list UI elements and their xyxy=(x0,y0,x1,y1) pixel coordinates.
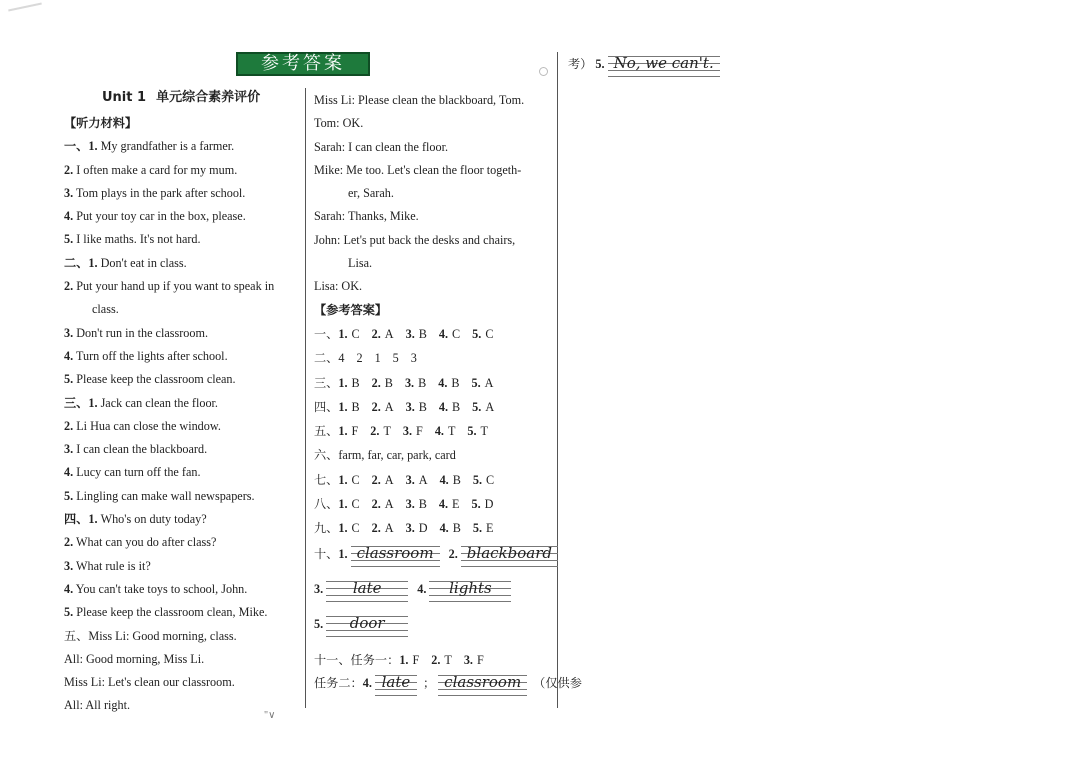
item-text: All: All right. xyxy=(64,698,131,713)
separator: ； xyxy=(422,675,436,690)
section-label: 五、 xyxy=(314,424,339,439)
task-2-label: 任务二： xyxy=(314,675,363,690)
answer-item xyxy=(338,516,359,540)
answer-item xyxy=(440,468,461,492)
answer-row xyxy=(314,468,554,492)
answer-number: 5. xyxy=(472,472,482,487)
listening-line xyxy=(64,625,300,648)
section-11-label: 十一、任务一： xyxy=(314,652,400,667)
answer-value: C xyxy=(351,472,360,487)
item-text: Don't eat in class. xyxy=(97,255,187,270)
answer-item xyxy=(406,516,428,540)
listening-section-tag: 【听力材料】 xyxy=(64,116,138,130)
item-text: I can clean the blackboard. xyxy=(73,442,208,457)
answer-number: 4. xyxy=(362,675,372,690)
listening-line xyxy=(64,531,300,554)
item-number: 5. xyxy=(64,605,74,620)
note-text: （仅供参 xyxy=(533,675,582,690)
answer-number: 3. xyxy=(402,424,413,439)
answer-value: T xyxy=(383,424,391,439)
answer-item xyxy=(372,516,394,540)
dialogue-line: Mike: Me too. Let's clean the floor togeth- xyxy=(314,162,522,177)
answer-item xyxy=(471,492,493,516)
listening-line xyxy=(64,252,300,275)
listening-line xyxy=(64,555,300,578)
answer-number: 3. xyxy=(405,399,415,414)
answer-number: 4. xyxy=(439,472,449,487)
answer-item xyxy=(406,322,427,346)
handwritten-answer: classroom xyxy=(438,672,527,696)
answer-number: 3. xyxy=(405,497,415,512)
handwritten-answer: classroom xyxy=(351,543,440,567)
answer-row xyxy=(314,516,554,540)
answer-number: 1. xyxy=(338,399,348,414)
answer-value: A xyxy=(384,326,394,341)
item-text: You can't take toys to school, John. xyxy=(73,581,248,596)
item-text: 五、Miss Li: Good morning, class. xyxy=(64,628,237,643)
answer-value: C xyxy=(485,472,495,487)
answer-value: B xyxy=(351,375,360,390)
answer-number: 3. xyxy=(404,375,415,390)
section-10-row-2 xyxy=(314,578,554,613)
listening-lines xyxy=(64,135,300,717)
answer-number: 3. xyxy=(314,581,324,596)
answer-number: 1. xyxy=(338,497,348,512)
item-text: class. xyxy=(92,302,119,317)
item-number: 3. xyxy=(64,442,74,457)
answer-number: 5. xyxy=(471,497,481,512)
answer-item xyxy=(338,492,359,516)
answer-value: B xyxy=(418,497,427,512)
listening-line xyxy=(64,205,300,228)
answer-value: A xyxy=(384,497,394,512)
item-text: My grandfather is a farmer. xyxy=(97,139,235,154)
answer-value: A xyxy=(384,472,394,487)
continuation-row xyxy=(568,53,768,88)
answer-value: 1 xyxy=(374,351,381,366)
handwritten-answer: No, we can't. xyxy=(608,53,720,77)
answer-value: B xyxy=(451,375,460,390)
answer-value: 5 xyxy=(392,351,399,366)
answer-value: 2 xyxy=(356,351,363,366)
item-text: Please keep the classroom clean. xyxy=(73,372,236,387)
answer-number: 4. xyxy=(434,424,444,439)
answer-number: 4. xyxy=(417,581,427,596)
answer-text: farm, far, car, park, card xyxy=(338,448,456,463)
item-number: 2. xyxy=(64,535,74,550)
answer-number: 2. xyxy=(371,399,381,414)
answer-item xyxy=(403,419,423,443)
unit-heading xyxy=(102,89,300,107)
answer-value: C xyxy=(452,326,461,341)
answer-row xyxy=(314,395,554,419)
listening-line xyxy=(64,345,300,368)
item-text: I often make a card for my mum. xyxy=(73,162,238,177)
answer-value: T xyxy=(447,424,456,439)
answer-number: 1. xyxy=(338,424,348,439)
item-text: What rule is it? xyxy=(73,558,151,573)
answer-value: B xyxy=(452,472,461,487)
answer-item xyxy=(338,346,344,370)
section-10-row-1 xyxy=(314,543,554,578)
answer-item xyxy=(473,516,494,540)
answer-value: T xyxy=(444,652,452,667)
item-number: 5. xyxy=(64,488,74,503)
answer-value: C xyxy=(485,326,494,341)
answer-number: 3. xyxy=(405,326,415,341)
item-text: Miss Li: Let's clean our classroom. xyxy=(64,675,235,690)
section-10-label: 十、 xyxy=(314,546,339,561)
listening-line xyxy=(64,415,300,438)
answer-item xyxy=(372,468,394,492)
dialogue-line: Sarah: Thanks, Mike. xyxy=(314,209,419,224)
section-label: 二、 xyxy=(314,351,339,366)
answer-value: A xyxy=(418,472,428,487)
answer-row xyxy=(314,322,554,346)
section-label: 九、 xyxy=(314,521,339,536)
answer-value: C xyxy=(351,497,360,512)
answer-item xyxy=(338,419,358,443)
dialogue-line: Lisa: OK. xyxy=(314,279,363,294)
answer-item xyxy=(372,371,393,395)
listening-line xyxy=(64,228,300,251)
listening-line xyxy=(64,648,300,671)
item-number: 2. xyxy=(64,162,74,177)
section-label: 四、 xyxy=(314,399,339,414)
answer-number: 5. xyxy=(595,56,605,71)
answer-value: B xyxy=(418,326,427,341)
answer-number: 5. xyxy=(472,326,482,341)
handwritten-answer: late xyxy=(375,672,417,696)
item-text: Lingling can make wall newspapers. xyxy=(73,488,255,503)
listening-line xyxy=(64,182,300,205)
item-number: 3. xyxy=(64,185,74,200)
listening-line xyxy=(64,298,300,321)
unit-number: Unit 1 xyxy=(102,90,147,105)
answer-row xyxy=(314,371,554,395)
item-number: 2. xyxy=(64,418,74,433)
section-label: 六、 xyxy=(314,448,339,463)
column-divider-1 xyxy=(305,88,306,708)
item-number: 4. xyxy=(64,348,74,363)
listening-line xyxy=(64,485,300,508)
answer-number: 4. xyxy=(438,375,448,390)
dialogue-line: er, Sarah. xyxy=(348,186,394,201)
dialogue-line: Sarah: I can clean the floor. xyxy=(314,139,449,154)
circle-mark xyxy=(539,67,548,76)
answer-value: A xyxy=(485,399,495,414)
dialogue-line: Tom: OK. xyxy=(314,116,364,131)
answer-number: 2. xyxy=(371,326,381,341)
item-text: Turn off the lights after school. xyxy=(73,348,228,363)
section-10-row-3 xyxy=(314,613,554,648)
dialogue-line: Lisa. xyxy=(348,256,373,271)
unit-subtitle: 单元综合素养评价 xyxy=(156,90,261,105)
answer-item xyxy=(399,648,419,672)
listening-line xyxy=(64,438,300,461)
item-text: Li Hua can close the window. xyxy=(73,418,221,433)
item-number: 3. xyxy=(64,558,74,573)
continuation-prefix: 考） xyxy=(568,56,593,71)
item-text: I like maths. It's not hard. xyxy=(73,232,201,247)
answer-number: 1. xyxy=(338,521,348,536)
handwritten-answer: late xyxy=(326,578,408,602)
answer-item xyxy=(472,322,493,346)
answer-item xyxy=(439,492,460,516)
answer-item xyxy=(338,468,359,492)
listening-line xyxy=(64,368,300,391)
item-number: 4. xyxy=(64,581,74,596)
answer-number: 2. xyxy=(371,375,381,390)
answer-number: 3. xyxy=(463,652,473,667)
listening-line xyxy=(64,508,300,531)
item-text: Lucy can turn off the fan. xyxy=(73,465,201,480)
answer-number: 2. xyxy=(371,472,381,487)
answer-key-banner: 参考答案 xyxy=(236,52,370,76)
answer-item xyxy=(439,395,460,419)
answer-item xyxy=(338,371,359,395)
answer-value: B xyxy=(452,521,461,536)
answer-item xyxy=(406,492,427,516)
column-divider-2 xyxy=(557,52,558,708)
answer-row xyxy=(314,492,554,516)
item-text: Jack can clean the floor. xyxy=(97,395,218,410)
middle-column xyxy=(314,89,582,707)
item-number: 四、1. xyxy=(64,512,98,527)
item-number: 5. xyxy=(64,232,74,247)
answer-value: F xyxy=(476,652,484,667)
answer-value: 4 xyxy=(338,351,345,366)
answer-value: F xyxy=(416,424,423,439)
answer-value: B xyxy=(418,399,427,414)
section-label: 八、 xyxy=(314,497,339,512)
listening-line xyxy=(64,275,300,298)
listening-line xyxy=(64,601,300,624)
footer-mark: "∨ xyxy=(264,710,276,721)
item-number: 4. xyxy=(64,209,74,224)
item-text: Tom plays in the park after school. xyxy=(73,185,246,200)
answer-item xyxy=(372,395,394,419)
answer-number: 1. xyxy=(338,375,348,390)
answer-value: C xyxy=(351,521,360,536)
answer-number: 2. xyxy=(371,497,381,512)
answer-item xyxy=(464,648,484,672)
listening-line xyxy=(64,671,300,694)
answer-number: 5. xyxy=(471,375,481,390)
answer-number: 1. xyxy=(338,546,348,561)
answer-value: E xyxy=(485,521,494,536)
answer-value: B xyxy=(384,375,393,390)
answer-number: 1. xyxy=(399,652,409,667)
answer-item xyxy=(372,322,394,346)
answer-number: 4. xyxy=(439,521,449,536)
right-column xyxy=(568,53,768,88)
answer-number: 2. xyxy=(371,521,381,536)
answer-value: T xyxy=(480,424,488,439)
answer-item xyxy=(438,371,459,395)
item-text: Please keep the classroom clean, Mike. xyxy=(73,605,268,620)
section-11-task-2 xyxy=(314,672,582,707)
answer-number: 5. xyxy=(472,521,482,536)
item-number: 一、1. xyxy=(64,139,98,154)
answer-item xyxy=(370,419,391,443)
answer-value: E xyxy=(452,497,460,512)
section-11-row xyxy=(314,648,554,672)
listening-line xyxy=(64,159,300,182)
answer-item xyxy=(440,516,461,540)
item-text: Don't run in the classroom. xyxy=(73,325,209,340)
answer-number: 4. xyxy=(438,326,449,341)
answer-item xyxy=(472,395,494,419)
handwritten-answer: blackboard xyxy=(461,543,558,567)
left-column xyxy=(64,89,300,718)
answer-item xyxy=(431,648,452,672)
answer-item xyxy=(406,395,427,419)
answer-row xyxy=(314,419,554,443)
answer-number: 5. xyxy=(314,616,324,631)
answer-value: A xyxy=(484,375,494,390)
item-number: 3. xyxy=(64,325,74,340)
item-text: Put your hand up if you want to speak in xyxy=(73,279,275,294)
answer-item xyxy=(405,371,426,395)
answer-item xyxy=(338,322,359,346)
handwritten-answer: door xyxy=(326,613,408,637)
answer-number: 3. xyxy=(405,472,415,487)
dialogue-lines xyxy=(314,89,554,299)
answer-item xyxy=(372,492,394,516)
answers-section-tag: 【参考答案】 xyxy=(314,302,388,317)
answer-row xyxy=(314,346,554,370)
answer-number: 1. xyxy=(338,472,348,487)
answer-value: F xyxy=(412,652,420,667)
item-text: Put your toy car in the box, please. xyxy=(73,209,246,224)
answer-number: 4. xyxy=(438,497,449,512)
answer-value: 3 xyxy=(410,351,417,366)
answer-item xyxy=(435,419,456,443)
section-label: 一、 xyxy=(314,326,339,341)
answer-item xyxy=(467,419,488,443)
item-number: 4. xyxy=(64,465,74,480)
answer-item xyxy=(472,371,494,395)
item-text: Who's on duty today? xyxy=(97,512,207,527)
answer-item xyxy=(393,346,399,370)
corner-scan-mark xyxy=(8,2,42,11)
answer-value: B xyxy=(351,399,360,414)
item-number: 5. xyxy=(64,372,74,387)
answer-number: 2. xyxy=(431,652,441,667)
answer-value: F xyxy=(351,424,359,439)
answer-value: A xyxy=(384,399,394,414)
listening-line xyxy=(64,392,300,415)
answer-value: B xyxy=(452,399,461,414)
answer-item xyxy=(406,468,428,492)
answer-number: 5. xyxy=(467,424,477,439)
answer-value: C xyxy=(351,326,360,341)
dialogue-line: John: Let's put back the desks and chairs, xyxy=(314,232,516,247)
section-label: 七、 xyxy=(314,472,339,487)
listening-line xyxy=(64,135,300,158)
answer-item xyxy=(439,322,460,346)
answer-item xyxy=(411,346,417,370)
answer-value: B xyxy=(418,375,427,390)
answer-rows xyxy=(314,322,554,541)
listening-line xyxy=(64,578,300,601)
dialogue-line: Miss Li: Please clean the blackboard, Tom. xyxy=(314,93,525,107)
answer-number: 3. xyxy=(405,521,415,536)
answer-number: 2. xyxy=(448,546,458,561)
answer-item xyxy=(473,468,494,492)
answer-value: A xyxy=(384,521,394,536)
handwritten-answer: lights xyxy=(429,578,511,602)
answer-item xyxy=(375,346,381,370)
answer-number: 5. xyxy=(472,399,482,414)
answer-item xyxy=(338,395,359,419)
listening-line xyxy=(64,322,300,345)
answer-value: D xyxy=(484,497,494,512)
item-number: 二、1. xyxy=(64,255,98,270)
item-text: All: Good morning, Miss Li. xyxy=(64,651,205,666)
answer-row xyxy=(314,443,554,467)
answer-number: 2. xyxy=(370,424,380,439)
section-label: 三、 xyxy=(314,375,339,390)
item-number: 三、1. xyxy=(64,395,98,410)
item-text: What can you do after class? xyxy=(73,535,217,550)
answer-number: 1. xyxy=(338,326,348,341)
listening-line xyxy=(64,461,300,484)
answer-item xyxy=(356,346,362,370)
item-number: 2. xyxy=(64,279,74,294)
answer-number: 4. xyxy=(438,399,449,414)
answer-value: D xyxy=(418,521,428,536)
